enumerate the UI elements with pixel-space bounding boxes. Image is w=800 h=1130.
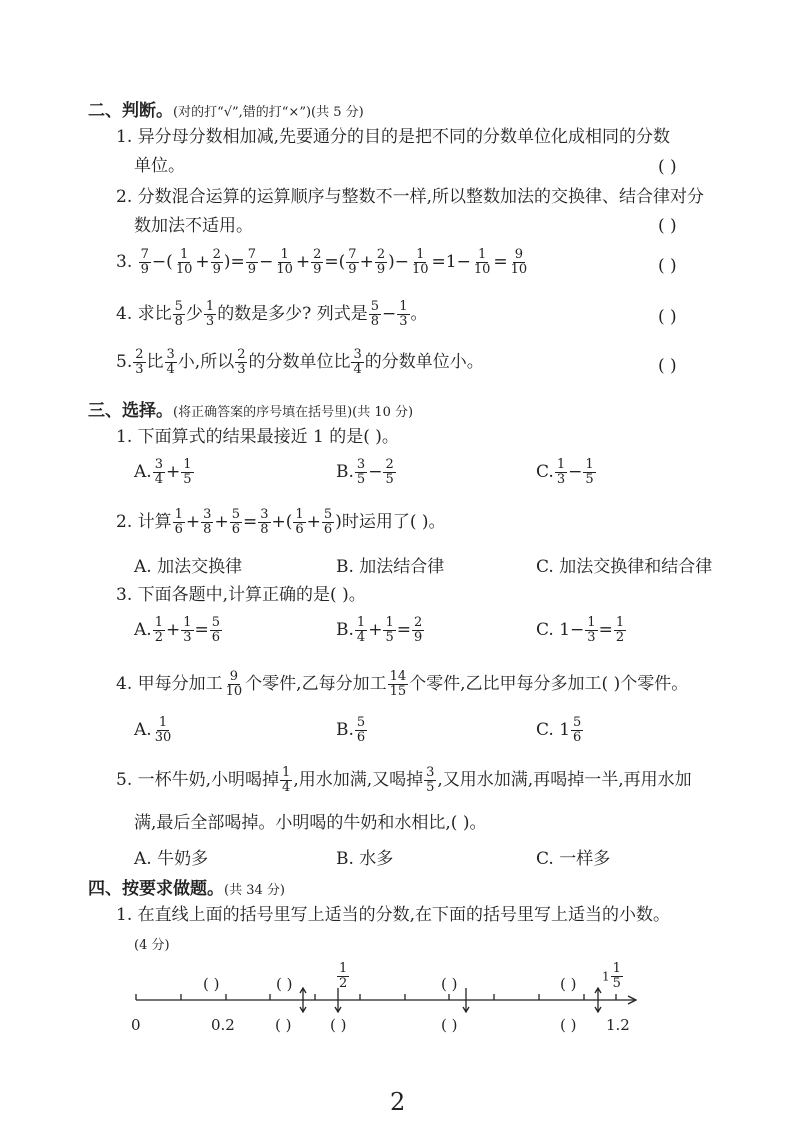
section-2-heading [88,96,364,121]
number-line [0,960,800,1040]
sec3-q4-option-a[interactable]: A. $\frac{1}{30}$ [134,715,172,745]
sec2-q2-answer-blank[interactable]: ( ) [658,216,677,236]
sec3-q5-option-c[interactable]: C. 一样多 [536,849,611,869]
numberline-label-0-2: 0.2 [211,1016,235,1034]
numberline-label-half: $\frac{1}{2}$ [339,961,348,991]
section-3-title: 三、选择。 [88,401,173,421]
numberline-bottom-blank-4[interactable]: ( ) [560,1016,577,1034]
numberline-top-blank-2[interactable]: ( ) [276,975,293,993]
section-3-heading [88,396,413,421]
numberline-label-1-2: 1.2 [606,1016,630,1034]
sec3-q4-option-b[interactable]: B. $\frac{5}{6}$ [336,715,366,745]
sec3-q2-option-c[interactable]: C. 加法交换律和结合律 [536,557,713,577]
page-number: 2 [390,1088,406,1116]
sec3-q1-option-c[interactable]: C. $\frac{1}{3}$ − $\frac{1}{5}$ [536,457,594,487]
sec3-q3-option-c[interactable]: C. 1− $\frac{1}{3}$ = $\frac{1}{2}$ [536,615,625,645]
section-2-note: (对的打“√”,错的打“×”)(共 5 分) [173,105,364,120]
sec3-q1-option-b[interactable]: B. $\frac{3}{5}$ − $\frac{2}{5}$ [336,457,394,487]
sec3-q1-option-a[interactable]: A. $\frac{3}{4}$ + $\frac{1}{5}$ [134,457,192,487]
sec3-q4-option-c[interactable]: C. 1 $\frac{5}{6}$ [536,715,582,745]
section-4-note: (共 34 分) [224,883,285,898]
sec3-q2: 2. 计算 $\frac{1}{6}$ + $\frac{3}{8}$ + $\frac{5}{6}$ = $\frac{3}{8}$ +( $\frac{1}{6}$ + $\frac{5}{6}$ )时运用了( )。 [116,507,446,537]
section-4-heading [88,874,285,899]
sec2-q2-line2: 数加法不适用。 [134,216,253,236]
sec2-q1-line2: 单位。 [134,156,185,176]
sec3-q3-option-b[interactable]: B. $\frac{1}{4}$ + $\frac{1}{5}$ = $\frac{2}{9}$ [336,615,423,645]
sec2-q1-answer-blank[interactable]: ( ) [658,157,677,177]
numberline-label-0: 0 [131,1016,141,1034]
numberline-top-blank-3[interactable]: ( ) [441,975,458,993]
numberline-bottom-blank-1[interactable]: ( ) [275,1016,292,1034]
sec2-q3-answer-blank[interactable]: ( ) [658,256,677,276]
sec4-q1-line1: 1. 在直线上面的括号里写上适当的分数,在下面的括号里写上适当的小数。 [116,905,671,925]
numberline-bottom-blank-2[interactable]: ( ) [330,1016,347,1034]
sec3-q5-option-a[interactable]: A. 牛奶多 [134,849,209,869]
numberline-label-one-fifth: 1 $\frac{1}{5}$ [602,961,621,991]
sec3-q3: 3. 下面各题中,计算正确的是( )。 [116,585,366,605]
sec2-q5: 5. $\frac{2}{3}$ 比 $\frac{3}{4}$ 小,所以 $\frac{2}{3}$ 的分数单位比 $\frac{3}{4}$ 的分数单位小。 [116,347,484,377]
sec4-q1-line2: (4 分) [134,938,170,953]
sec2-q2-line1: 2. 分数混合运算的运算顺序与整数不一样,所以整数加法的交换律、结合律对分 [116,187,705,207]
sec3-q5-line1: 5. 一杯牛奶,小明喝掉 $\frac{1}{4}$ ,用水加满,又喝掉 $\frac{3}{5}$ ,又用水加满,再喝掉一半,再用水加 [116,765,692,795]
sec3-q5-line2: 满,最后全部喝掉。小明喝的牛奶和水相比,( )。 [134,813,487,833]
section-3-note: (将正确答案的序号填在括号里)(共 10 分) [173,405,414,420]
sec2-q1-line1: 1. 异分母分数相加减,先要通分的目的是把不同的分数单位化成相同的分数 [116,127,671,147]
sec2-q4: 4. 求比 $\frac{5}{8}$ 少 $\frac{1}{3}$ 的数是多少? 列式是 $\frac{5}{8}$ − $\frac{1}{3}$ 。 [116,299,428,329]
section-4-title: 四、按要求做题。 [88,879,224,899]
sec2-q4-answer-blank[interactable]: ( ) [658,307,677,327]
sec2-q3-expression: 3. $\frac{7}{9}$ −( $\frac{1}{10}$ + $\frac{2}{9}$ )= $\frac{7}{9}$ − $\frac{1}{10}$ + $\frac{2}{9}$ =( $\frac{7}{9}$ + $\frac{2}{9}$ )− $\frac{1}{10}$ =1− $\frac{1}{10}$ = $\frac{9}{10}$ [116,247,528,277]
sec2-q5-answer-blank[interactable]: ( ) [658,356,677,376]
sec3-q2-option-a[interactable]: A. 加法交换律 [134,557,243,577]
sec3-q1: 1. 下面算式的结果最接近 1 的是( )。 [116,427,399,447]
sec3-q5-option-b[interactable]: B. 水多 [336,849,394,869]
numberline-bottom-blank-3[interactable]: ( ) [441,1016,458,1034]
numberline-top-blank-4[interactable]: ( ) [560,975,577,993]
sec3-q3-option-a[interactable]: A. $\frac{1}{2}$ + $\frac{1}{3}$ = $\frac{5}{6}$ [134,615,221,645]
numberline-top-blank-1[interactable]: ( ) [203,975,220,993]
section-2-title: 二、判断。 [88,101,173,121]
sec3-q2-option-b[interactable]: B. 加法结合律 [336,557,445,577]
sec3-q4: 4. 甲每分加工 $\frac{9}{10}$ 个零件,乙每分加工 $\frac{14}{15}$ 个零件,乙比甲每分多加工( )个零件。 [116,669,689,699]
